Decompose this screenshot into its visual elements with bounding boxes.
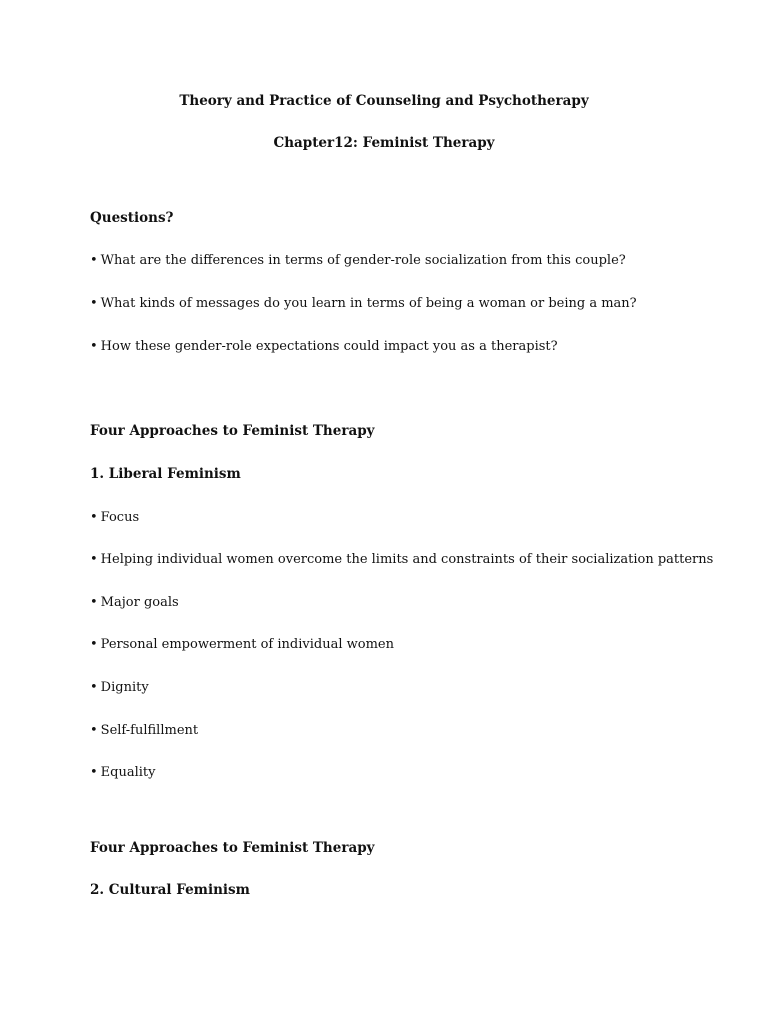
question-text: How these gender-role expectations could impact you as a therapist?	[100, 339, 558, 354]
question-text: What are the differences in terms of gender-role socialization from this couple?	[100, 253, 626, 268]
list-item-text: Equality	[100, 765, 156, 780]
question-item	[90, 295, 637, 313]
section-subheading: 2. Cultural Feminism	[90, 882, 250, 898]
bullet-icon: •	[90, 510, 98, 525]
bullet-icon: •	[90, 765, 98, 780]
list-item	[90, 594, 179, 612]
document-title: Theory and Practice of Counseling and Psychotherapy	[179, 93, 589, 109]
bullet-icon: •	[90, 680, 98, 695]
bullet-icon: •	[90, 723, 98, 738]
list-item-text: Self-fulfillment	[100, 723, 199, 738]
list-item	[90, 636, 394, 654]
bullet-icon: •	[90, 339, 98, 354]
section-heading: Four Approaches to Feminist Therapy	[90, 840, 375, 856]
bullet-icon: •	[90, 595, 98, 610]
list-item-text: Focus	[100, 510, 140, 525]
list-item	[90, 509, 139, 527]
bullet-icon: •	[90, 296, 98, 311]
bullet-icon: •	[90, 637, 98, 652]
question-text: What kinds of messages do you learn in terms of being a woman or being a man?	[100, 296, 637, 311]
chapter-title: Chapter12: Feminist Therapy	[273, 135, 495, 151]
list-item	[90, 551, 713, 569]
questions-heading: Questions?	[90, 210, 174, 226]
bullet-icon: •	[90, 552, 98, 567]
list-item-text: Helping individual women overcome the limits and constraints of their socialization patterns	[100, 552, 714, 567]
list-item	[90, 764, 156, 782]
list-item-text: Personal empowerment of individual women	[100, 637, 394, 652]
section-heading: Four Approaches to Feminist Therapy	[90, 423, 375, 439]
question-item	[90, 252, 626, 270]
list-item	[90, 722, 198, 740]
list-item-text: Major goals	[100, 595, 179, 610]
list-item-text: Dignity	[100, 680, 149, 695]
section-subheading: 1. Liberal Feminism	[90, 466, 241, 482]
list-item	[90, 679, 149, 697]
bullet-icon: •	[90, 253, 98, 268]
question-item	[90, 338, 558, 356]
